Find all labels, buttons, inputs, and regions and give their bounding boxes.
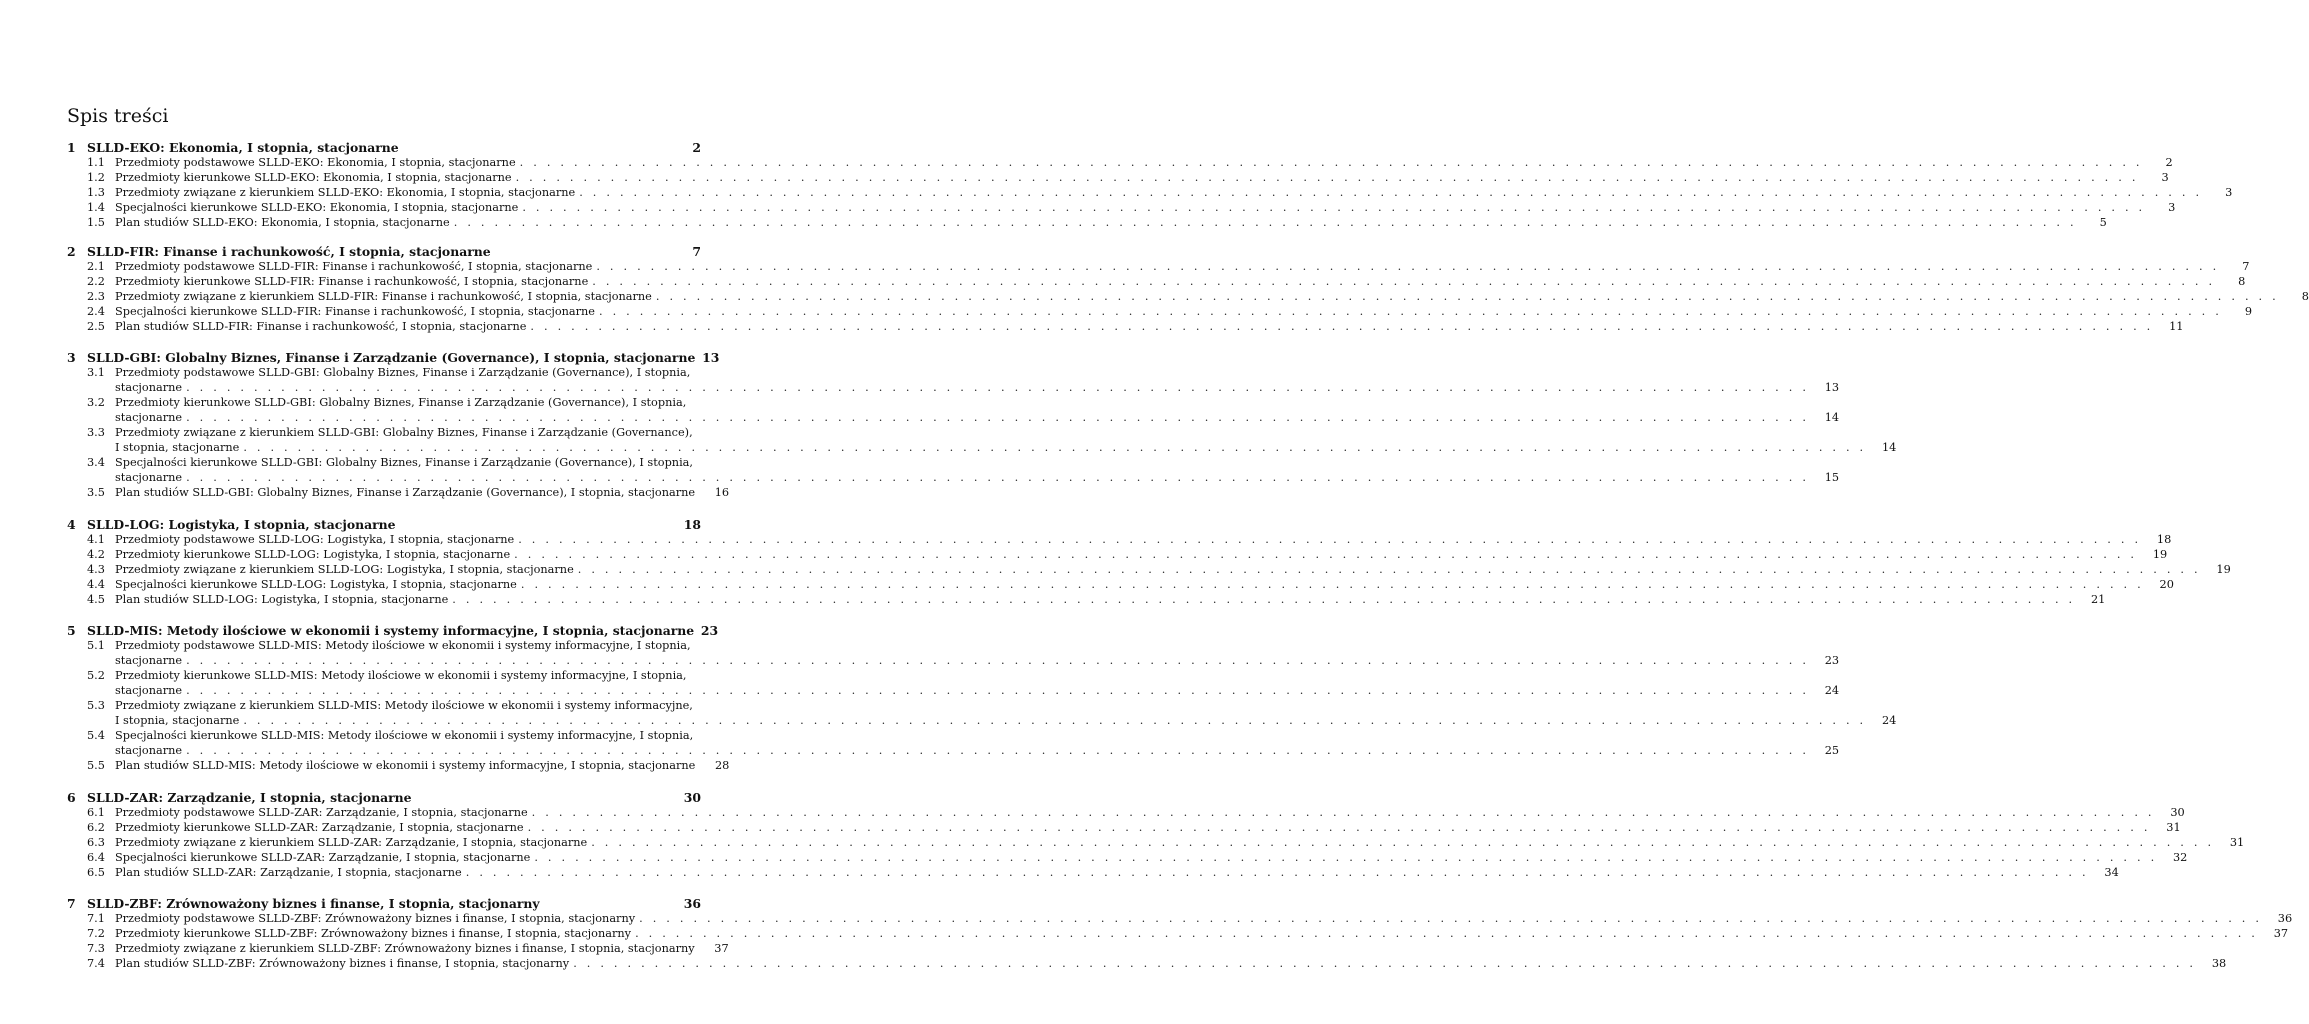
- subsection-page-number: 11: [2169, 319, 2184, 333]
- section-page-number: 36: [683, 896, 701, 911]
- subsection-number: 4.1: [87, 532, 105, 546]
- subsection-number: 1.1: [87, 155, 105, 169]
- dot-leader: . . . . . . . . . . . . . . . . . . . . . . . . . . . . . . . . . . . . . . . . . . . . . . . . . . . . . . . . . . . . . . . . . . . . . . . . . . . . . . . . . . . . . . . . . . . . . . . . . . . . . . . . . . . . . . . . . . . . . . . .: [639, 911, 2263, 925]
- subsection-page-number: 34: [2104, 865, 2119, 879]
- subsection-number: 3.2: [87, 395, 105, 409]
- section-number: 2: [67, 244, 76, 259]
- subsection-title: Przedmioty podstawowe SLLD-LOG: Logistyka, I stopnia, stacjonarne: [115, 532, 515, 546]
- subsection-page-number: 37: [714, 941, 729, 955]
- toc-entry[interactable]: [67, 547, 2168, 563]
- subsection-page-number: 21: [2090, 592, 2106, 606]
- toc-entry[interactable]: [67, 865, 2119, 881]
- subsection-title: Przedmioty związane z kierunkiem SLLD-GBI: Globalny Biznes, Finanse i Zarządzanie (Governance),: [115, 425, 693, 439]
- subsection-page-number: 24: [1824, 683, 1840, 697]
- subsection-title-continued: stacjonarne: [115, 653, 183, 667]
- subsection-number: 2.4: [87, 304, 105, 318]
- toc-entry[interactable]: [67, 259, 2250, 275]
- dot-leader: . . . . . . . . . . . . . . . . . . . . . . . . . . . . . . . . . . . . . . . . . . . . . . . . . . . . . . . . . . . . . . . . . . . . . . . . . . . . . . . . . . . . . . . . . . . . . . . . . . . . . . . . . . . . . . . . . . . . . . . .: [243, 713, 1867, 727]
- dot-leader: . . . . . . . . . . . . . . . . . . . . . . . . . . . . . . . . . . . . . . . . . . . . . . . . . . . . . . . . . . . . . . . . . . . . . . . . . . . . . . . . . . . . . . . . . . . . . . . . . . . . . . . . . . . . . . . . . . . . . . . .: [592, 274, 2216, 288]
- subsection-number: 4.4: [87, 577, 105, 591]
- subsection-number: 2.5: [87, 319, 105, 333]
- subsection-number: 5.3: [87, 698, 105, 712]
- subsection-number: 2.3: [87, 289, 105, 303]
- toc-entry-continuation[interactable]: [67, 410, 1840, 426]
- section-title: SLLD-MIS: Metody ilościowe w ekonomii i systemy informacyjne, I stopnia, stacjonarne: [87, 623, 695, 638]
- subsection-page-number: 20: [2159, 577, 2174, 591]
- subsection-title: Przedmioty kierunkowe SLLD-FIR: Finanse i rachunkowość, I stopnia, stacjonarne: [115, 274, 589, 288]
- dot-leader: . . . . . . . . . . . . . . . . . . . . . . . . . . . . . . . . . . . . . . . . . . . . . . . . . . . . . . . . . . . . . . . . . . . . . . . . . . . . . . . . . . . . . . . . . . . . . . . . . . . . . . . . . . . . . . . . . . . . . . . .: [573, 956, 2197, 970]
- toc-entry[interactable]: [67, 456, 701, 471]
- dot-leader: . . . . . . . . . . . . . . . . . . . . . . . . . . . . . . . . . . . . . . . . . . . . . . . . . . . . . . . . . . . . . . . . . . . . . . . . . . . . . . . . . . . . . . . . . . . . . . . . . . . . . . . . . . . . . . . . . . . . . . . .: [465, 865, 2089, 879]
- section-title: SLLD-ZAR: Zarządzanie, I stopnia, stacjonarne: [87, 790, 412, 805]
- toc-title: Spis treści: [67, 105, 169, 127]
- toc-section: [67, 790, 2245, 881]
- subsection-number: 4.2: [87, 547, 105, 561]
- toc-entry[interactable]: [67, 304, 2253, 320]
- toc-entry[interactable]: [67, 200, 2176, 216]
- section-page-number: 30: [683, 790, 701, 805]
- subsection-number: 1.3: [87, 185, 105, 199]
- subsection-title: Plan studiów SLLD-GBI: Globalny Biznes, Finanse i Zarządzanie (Governance), I stopnia, stacjonarne: [115, 485, 696, 499]
- subsection-page-number: 14: [1824, 410, 1840, 424]
- toc-entry[interactable]: [67, 532, 2172, 548]
- toc-entry[interactable]: [67, 758, 730, 774]
- subsection-number: 7.1: [87, 911, 105, 925]
- toc-entry-continuation[interactable]: [67, 743, 1840, 759]
- subsection-page-number: 8: [2301, 289, 2309, 303]
- dot-leader: . . . . . . . . . . . . . . . . . . . . . . . . . . . . . . . . . . . . . . . . . . . . . . . . . . . . . . . . . . . . . . . . . . . . . . . . . . . . . . . . . . . . . . . . . . . . . . . . . . . . . . . . . . . . . . . . . . . . . . . .: [519, 155, 2143, 169]
- subsection-number: 5.4: [87, 728, 105, 742]
- dot-leader: . . . . . . . . . . . . . . . . . . . . . . . . . . . . . . . . . . . . . . . . . . . . . . . . . . . . . . . . . . . . . . . . . . . . . . . . . . . . . . . . . . . . . . . . . . . . . . . . . . . . . . . . . . . . . . . . . . . . . . . .: [514, 547, 2138, 561]
- dot-leader: . . . . . . . . . . . . . . . . . . . . . . . . . . . . . . . . . . . . . . . . . . . . . . . . . . . . . . . . . . . . . . . . . . . . . . . . . . . . . . . . . . . . . . . . . . . . . . . . . . . . . . . . . . . . . . . . . . . . . . . .: [527, 820, 2151, 834]
- dot-leader: . . . . . . . . . . . . . . . . . . . . . . . . . . . . . . . . . . . . . . . . . . . . . . . . . . . . . . . . . . . . . . . . . . . . . . . . . . . . . . . . . . . . . . . . . . . . . . . . . . . . . . . . . . . . . . . . . . . . . . . .: [452, 592, 2076, 606]
- subsection-title: Specjalności kierunkowe SLLD-ZAR: Zarządzanie, I stopnia, stacjonarne: [115, 850, 531, 864]
- subsection-number: 6.3: [87, 835, 105, 849]
- toc-entry[interactable]: [67, 639, 701, 654]
- section-title: SLLD-GBI: Globalny Biznes, Finanse i Zarządzanie (Governance), I stopnia, stacjonarne: [87, 350, 696, 365]
- subsection-page-number: 24: [1881, 713, 1897, 727]
- subsection-title: Przedmioty związane z kierunkiem SLLD-FIR: Finanse i rachunkowość, I stopnia, stacjonarne: [115, 289, 652, 303]
- toc-entry[interactable]: [67, 911, 2293, 927]
- subsection-title-continued: stacjonarne: [115, 470, 183, 484]
- dot-leader: . . . . . . . . . . . . . . . . . . . . . . . . . . . . . . . . . . . . . . . . . . . . . . . . . . . . . . . . . . . . . . . . . . . . . . . . . . . . . . . . . . . . . . . . . . . . . . . . . . . . . . . . . . . . . . . . . . . . . . . .: [186, 470, 1810, 484]
- toc-entry[interactable]: [67, 562, 2231, 578]
- subsection-title: Specjalności kierunkowe SLLD-MIS: Metody ilościowe w ekonomii i systemy informacyjne, I stopnia,: [115, 728, 694, 742]
- toc-entry[interactable]: [67, 170, 2169, 186]
- section-page-number: 23: [700, 623, 719, 638]
- subsection-page-number: 28: [714, 758, 730, 772]
- subsection-page-number: 9: [2244, 304, 2253, 318]
- toc-entry[interactable]: [67, 155, 2173, 171]
- toc-section-heading[interactable]: [67, 350, 720, 366]
- subsection-title: Przedmioty podstawowe SLLD-ZBF: Zrównoważony biznes i finanse, I stopnia, stacjonarny: [115, 911, 636, 925]
- subsection-title-continued: I stopnia, stacjonarne: [115, 713, 240, 727]
- dot-leader: . . . . . . . . . . . . . . . . . . . . . . . . . . . . . . . . . . . . . . . . . . . . . . . . . . . . . . . . . . . . . . . . . . . . . . . . . . . . . . . . . . . . . . . . . . . . . . . . . . . . . . . . . . . . . . . . . . . . . . . .: [531, 805, 2155, 819]
- subsection-page-number: 15: [1824, 470, 1840, 484]
- toc-entry[interactable]: [67, 669, 701, 684]
- section-title: SLLD-ZBF: Zrównoważony biznes i finanse, I stopnia, stacjonarny: [87, 896, 540, 911]
- toc-entry-continuation[interactable]: [67, 683, 1840, 699]
- toc-entry-continuation[interactable]: [67, 713, 1897, 729]
- subsection-number: 3.4: [87, 455, 105, 469]
- toc-entry[interactable]: [67, 426, 701, 441]
- section-number: 5: [67, 623, 76, 638]
- subsection-page-number: 7: [2242, 259, 2250, 273]
- subsection-number: 2.1: [87, 259, 105, 273]
- dot-leader: . . . . . . . . . . . . . . . . . . . . . . . . . . . . . . . . . . . . . . . . . . . . . . . . . . . . . . . . . . . . . . . . . . . . . . . . . . . . . . . . . . . . . . . . . . . . . . . . . . . . . . . . . . . . . . . . . . . . . . . .: [577, 562, 2201, 576]
- subsection-number: 5.2: [87, 668, 105, 682]
- toc-entry[interactable]: [67, 835, 2245, 851]
- subsection-title: Plan studiów SLLD-MIS: Metody ilościowe w ekonomii i systemy informacyjne, I stopnia, stacjonarne: [115, 758, 696, 772]
- toc-entry[interactable]: [67, 215, 2107, 231]
- dot-leader: . . . . . . . . . . . . . . . . . . . . . . . . . . . . . . . . . . . . . . . . . . . . . . . . . . . . . . . . . . . . . . . . . . . . . . . . . . . . . . . . . . . . . . . . . . . . . . . . . . . . . . . . . . . . . . . . . . . . . . . .: [530, 319, 2154, 333]
- subsection-title: Przedmioty podstawowe SLLD-ZAR: Zarządzanie, I stopnia, stacjonarne: [115, 805, 528, 819]
- subsection-number: 3.3: [87, 425, 105, 439]
- toc-section: [67, 350, 1897, 501]
- subsection-number: 2.2: [87, 274, 105, 288]
- dot-leader: . . . . . . . . . . . . . . . . . . . . . . . . . . . . . . . . . . . . . . . . . . . . . . . . . . . . . . . . . . . . . . . . . . . . . . . . . . . . . . . . . . . . . . . . . . . . . . . . . . . . . . . . . . . . . . . . . . . . . . . .: [655, 289, 2279, 303]
- toc-entry[interactable]: [67, 941, 729, 957]
- toc-entry[interactable]: [67, 926, 2289, 942]
- subsection-page-number: 23: [1824, 653, 1840, 667]
- subsection-page-number: 3: [2225, 185, 2233, 199]
- subsection-number: 7.2: [87, 926, 105, 940]
- subsection-title: Przedmioty podstawowe SLLD-GBI: Globalny Biznes, Finanse i Zarządzanie (Governance), I stopnia,: [115, 365, 691, 379]
- dot-leader: . . . . . . . . . . . . . . . . . . . . . . . . . . . . . . . . . . . . . . . . . . . . . . . . . . . . . . . . . . . . . . . . . . . . . . . . . . . . . . . . . . . . . . . . . . . . . . . . . . . . . . . . . . . . . . . . . . . . . . . .: [186, 410, 1810, 424]
- section-title: SLLD-FIR: Finanse i rachunkowość, I stopnia, stacjonarne: [87, 244, 491, 259]
- subsection-number: 1.2: [87, 170, 105, 184]
- section-number: 3: [67, 350, 76, 365]
- subsection-title: Przedmioty podstawowe SLLD-MIS: Metody ilościowe w ekonomii i systemy informacyjne, I stopnia,: [115, 638, 691, 652]
- subsection-page-number: 32: [2173, 850, 2188, 864]
- subsection-page-number: 16: [714, 485, 730, 499]
- subsection-title: Przedmioty kierunkowe SLLD-MIS: Metody ilościowe w ekonomii i systemy informacyjne, I stopnia,: [115, 668, 687, 682]
- subsection-page-number: 25: [1824, 743, 1840, 757]
- dot-leader: . . . . . . . . . . . . . . . . . . . . . . . . . . . . . . . . . . . . . . . . . . . . . . . . . . . . . . . . . . . . . . . . . . . . . . . . . . . . . . . . . . . . . . . . . . . . . . . . . . . . . . . . . . . . . . . . . . . . . . . .: [186, 653, 1810, 667]
- toc-entry[interactable]: [67, 485, 730, 501]
- toc-entry[interactable]: [67, 805, 2185, 821]
- toc-entry[interactable]: [67, 319, 2184, 335]
- subsection-title: Przedmioty kierunkowe SLLD-ZBF: Zrównoważony biznes i finanse, I stopnia, stacjonarny: [115, 926, 632, 940]
- toc-entry[interactable]: [67, 592, 2106, 608]
- subsection-page-number: 30: [2170, 805, 2185, 819]
- toc-section-heading[interactable]: [67, 790, 701, 806]
- subsection-title: Plan studiów SLLD-ZAR: Zarządzanie, I stopnia, stacjonarne: [115, 865, 462, 879]
- subsection-title: Specjalności kierunkowe SLLD-FIR: Finanse i rachunkowość, I stopnia, stacjonarne: [115, 304, 595, 318]
- subsection-number: 4.5: [87, 592, 105, 606]
- subsection-number: 6.1: [87, 805, 105, 819]
- subsection-page-number: 31: [2166, 820, 2181, 834]
- dot-leader: . . . . . . . . . . . . . . . . . . . . . . . . . . . . . . . . . . . . . . . . . . . . . . . . . . . . . . . . . . . . . . . . . . . . . . . . . . . . . . . . . . . . . . . . . . . . . . . . . . . . . . . . . . . . . . . . . . . . . . . .: [596, 259, 2220, 273]
- subsection-title: Przedmioty podstawowe SLLD-FIR: Finanse i rachunkowość, I stopnia, stacjonarne: [115, 259, 593, 273]
- toc-entry[interactable]: [67, 577, 2174, 593]
- dot-leader: . . . . . . . . . . . . . . . . . . . . . . . . . . . . . . . . . . . . . . . . . . . . . . . . . . . . . . . . . . . . . . . . . . . . . . . . . . . . . . . . . . . . . . . . . . . . . . . . . . . . . . . . . . . . . . . . . . . . . . . .: [186, 743, 1810, 757]
- dot-leader: . . . . . . . . . . . . . . . . . . . . . . . . . . . . . . . . . . . . . . . . . . . . . . . . . . . . . . . . . . . . . . . . . . . . . . . . . . . . . . . . . . . . . . . . . . . . . . . . . . . . . . . . . . . . . . . . . . . . . . . .: [186, 380, 1810, 394]
- section-number: 6: [67, 790, 76, 805]
- subsection-title: Przedmioty kierunkowe SLLD-GBI: Globalny Biznes, Finanse i Zarządzanie (Governance), I stopnia,: [115, 395, 687, 409]
- dot-leader: . . . . . . . . . . . . . . . . . . . . . . . . . . . . . . . . . . . . . . . . . . . . . . . . . . . . . . . . . . . . . . . . . . . . . . . . . . . . . . . . . . . . . . . . . . . . . . . . . . . . . . . . . . . . . . . . . . . . . . . .: [579, 185, 2203, 199]
- subsection-title: Przedmioty związane z kierunkiem SLLD-ZAR: Zarządzanie, I stopnia, stacjonarne: [115, 835, 588, 849]
- subsection-title: Przedmioty kierunkowe SLLD-EKO: Ekonomia, I stopnia, stacjonarne: [115, 170, 512, 184]
- section-page-number: 7: [692, 244, 701, 259]
- subsection-title: Przedmioty podstawowe SLLD-EKO: Ekonomia, I stopnia, stacjonarne: [115, 155, 516, 169]
- toc-section: [67, 896, 2293, 972]
- toc-entry-continuation[interactable]: [67, 380, 1840, 396]
- subsection-page-number: 3: [2168, 200, 2176, 214]
- dot-leader: . . . . . . . . . . . . . . . . . . . . . . . . . . . . . . . . . . . . . . . . . . . . . . . . . . . . . . . . . . . . . . . . . . . . . . . . . . . . . . . . . . . . . . . . . . . . . . . . . . . . . . . . . . . . . . . . . . . . . . . .: [520, 577, 2144, 591]
- subsection-page-number: 13: [1824, 380, 1840, 394]
- toc-entry[interactable]: [67, 850, 2188, 866]
- subsection-title: Plan studiów SLLD-LOG: Logistyka, I stopnia, stacjonarne: [115, 592, 449, 606]
- section-page-number: 13: [702, 350, 720, 365]
- dot-leader: . . . . . . . . . . . . . . . . . . . . . . . . . . . . . . . . . . . . . . . . . . . . . . . . . . . . . . . . . . . . . . . . . . . . . . . . . . . . . . . . . . . . . . . . . . . . . . . . . . . . . . . . . . . . . . . . . . . . . . . .: [599, 304, 2223, 318]
- subsection-page-number: 5: [2099, 215, 2107, 229]
- toc-section-heading[interactable]: [67, 244, 701, 260]
- subsection-title: Plan studiów SLLD-ZBF: Zrównoważony biznes i finanse, I stopnia, stacjonarny: [115, 956, 570, 970]
- toc-section: [67, 517, 2231, 608]
- toc-section: [67, 244, 2309, 335]
- subsection-title-continued: stacjonarne: [115, 683, 183, 697]
- subsection-page-number: 2: [2165, 155, 2173, 169]
- subsection-number: 6.2: [87, 820, 105, 834]
- dot-leader: . . . . . . . . . . . . . . . . . . . . . . . . . . . . . . . . . . . . . . . . . . . . . . . . . . . . . . . . . . . . . . . . . . . . . . . . . . . . . . . . . . . . . . . . . . . . . . . . . . . . . . . . . . . . . . . . . . . . . . . .: [518, 532, 2142, 546]
- subsection-number: 4.3: [87, 562, 105, 576]
- subsection-title-continued: I stopnia, stacjonarne: [115, 440, 240, 454]
- toc-section: [67, 623, 1897, 774]
- dot-leader: . . . . . . . . . . . . . . . . . . . . . . . . . . . . . . . . . . . . . . . . . . . . . . . . . . . . . . . . . . . . . . . . . . . . . . . . . . . . . . . . . . . . . . . . . . . . . . . . . . . . . . . . . . . . . . . . . . . . . . . .: [453, 215, 2077, 229]
- subsection-title-continued: stacjonarne: [115, 743, 183, 757]
- subsection-title: Przedmioty kierunkowe SLLD-LOG: Logistyka, I stopnia, stacjonarne: [115, 547, 511, 561]
- subsection-page-number: 37: [2273, 926, 2289, 940]
- section-number: 7: [67, 896, 76, 911]
- subsection-title: Specjalności kierunkowe SLLD-EKO: Ekonomia, I stopnia, stacjonarne: [115, 200, 519, 214]
- dot-leader: . . . . . . . . . . . . . . . . . . . . . . . . . . . . . . . . . . . . . . . . . . . . . . . . . . . . . . . . . . . . . . . . . . . . . . . . . . . . . . . . . . . . . . . . . . . . . . . . . . . . . . . . . . . . . . . . . . . . . . . .: [635, 926, 2259, 940]
- dot-leader: . . . . . . . . . . . . . . . . . . . . . . . . . . . . . . . . . . . . . . . . . . . . . . . . . . . . . . . . . . . . . . . . . . . . . . . . . . . . . . . . . . . . . . . . . . . . . . . . . . . . . . . . . . . . . . . . . . . . . . . .: [522, 200, 2146, 214]
- section-number: 4: [67, 517, 76, 532]
- dot-leader: . . . . . . . . . . . . . . . . . . . . . . . . . . . . . . . . . . . . . . . . . . . . . . . . . . . . . . . . . . . . . . . . . . . . . . . . . . . . . . . . . . . . . . . . . . . . . . . . . . . . . . . . . . . . . . . . . . . . . . . .: [186, 683, 1810, 697]
- subsection-number: 7.4: [87, 956, 105, 970]
- subsection-number: 7.3: [87, 941, 105, 955]
- subsection-number: 5.1: [87, 638, 105, 652]
- toc-entry[interactable]: [67, 274, 2246, 290]
- toc-entry[interactable]: [67, 185, 2233, 201]
- subsection-page-number: 38: [2211, 956, 2227, 970]
- subsection-page-number: 36: [2277, 911, 2293, 925]
- toc-entry-continuation[interactable]: [67, 440, 1897, 456]
- toc-entry[interactable]: [67, 396, 701, 411]
- subsection-title-continued: stacjonarne: [115, 410, 183, 424]
- subsection-page-number: 19: [2216, 562, 2231, 576]
- toc-entry[interactable]: [67, 699, 701, 714]
- toc-entry[interactable]: [67, 729, 701, 744]
- section-page-number: 2: [692, 140, 701, 155]
- toc-entry[interactable]: [67, 366, 701, 381]
- subsection-page-number: 8: [2238, 274, 2246, 288]
- subsection-title: Przedmioty związane z kierunkiem SLLD-MIS: Metody ilościowe w ekonomii i systemy informacyjne,: [115, 698, 693, 712]
- section-title: SLLD-LOG: Logistyka, I stopnia, stacjonarne: [87, 517, 396, 532]
- subsection-title: Specjalności kierunkowe SLLD-GBI: Globalny Biznes, Finanse i Zarządzanie (Governance), I stopnia,: [115, 455, 694, 469]
- toc-entry[interactable]: [67, 956, 2227, 972]
- subsection-number: 3.5: [87, 485, 105, 499]
- subsection-title: Plan studiów SLLD-EKO: Ekonomia, I stopnia, stacjonarne: [115, 215, 450, 229]
- subsection-number: 6.4: [87, 850, 105, 864]
- subsection-page-number: 31: [2229, 835, 2245, 849]
- toc-entry-continuation[interactable]: [67, 653, 1840, 669]
- subsection-title-continued: stacjonarne: [115, 380, 183, 394]
- toc-section-heading[interactable]: [67, 140, 701, 156]
- toc-entry-continuation[interactable]: [67, 470, 1840, 486]
- dot-leader: . . . . . . . . . . . . . . . . . . . . . . . . . . . . . . . . . . . . . . . . . . . . . . . . . . . . . . . . . . . . . . . . . . . . . . . . . . . . . . . . . . . . . . . . . . . . . . . . . . . . . . . . . . . . . . . . . . . . . . . .: [534, 850, 2158, 864]
- toc-entry[interactable]: [67, 289, 2309, 305]
- subsection-page-number: 3: [2161, 170, 2169, 184]
- subsection-title: Specjalności kierunkowe SLLD-LOG: Logistyka, I stopnia, stacjonarne: [115, 577, 517, 591]
- subsection-number: 3.1: [87, 365, 105, 379]
- subsection-title: Plan studiów SLLD-FIR: Finanse i rachunkowość, I stopnia, stacjonarne: [115, 319, 527, 333]
- subsection-number: 1.4: [87, 200, 105, 214]
- toc-section-heading[interactable]: [67, 623, 719, 639]
- subsection-page-number: 14: [1881, 440, 1897, 454]
- section-number: 1: [67, 140, 76, 155]
- section-title: SLLD-EKO: Ekonomia, I stopnia, stacjonarne: [87, 140, 399, 155]
- toc-section-heading[interactable]: [67, 517, 701, 533]
- subsection-number: 6.5: [87, 865, 105, 879]
- subsection-number: 5.5: [87, 758, 105, 772]
- subsection-title: Przedmioty kierunkowe SLLD-ZAR: Zarządzanie, I stopnia, stacjonarne: [115, 820, 524, 834]
- section-page-number: 18: [683, 517, 701, 532]
- subsection-title: Przedmioty związane z kierunkiem SLLD-LOG: Logistyka, I stopnia, stacjonarne: [115, 562, 574, 576]
- toc-section: [67, 140, 2233, 231]
- subsection-page-number: 19: [2152, 547, 2168, 561]
- toc-entry[interactable]: [67, 820, 2181, 836]
- subsection-page-number: 18: [2156, 532, 2172, 546]
- dot-leader: . . . . . . . . . . . . . . . . . . . . . . . . . . . . . . . . . . . . . . . . . . . . . . . . . . . . . . . . . . . . . . . . . . . . . . . . . . . . . . . . . . . . . . . . . . . . . . . . . . . . . . . . . . . . . . . . . . . . . . . .: [243, 440, 1867, 454]
- subsection-title: Przedmioty związane z kierunkiem SLLD-ZBF: Zrównoważony biznes i finanse, I stopnia, stacjonarny: [115, 941, 695, 955]
- subsection-title: Przedmioty związane z kierunkiem SLLD-EKO: Ekonomia, I stopnia, stacjonarne: [115, 185, 576, 199]
- toc-section-heading[interactable]: [67, 896, 701, 912]
- dot-leader: . . . . . . . . . . . . . . . . . . . . . . . . . . . . . . . . . . . . . . . . . . . . . . . . . . . . . . . . . . . . . . . . . . . . . . . . . . . . . . . . . . . . . . . . . . . . . . . . . . . . . . . . . . . . . . . . . . . . . . . .: [591, 835, 2215, 849]
- dot-leader: . . . . . . . . . . . . . . . . . . . . . . . . . . . . . . . . . . . . . . . . . . . . . . . . . . . . . . . . . . . . . . . . . . . . . . . . . . . . . . . . . . . . . . . . . . . . . . . . . . . . . . . . . . . . . . . . . . . . . . . .: [515, 170, 2139, 184]
- subsection-number: 1.5: [87, 215, 105, 229]
